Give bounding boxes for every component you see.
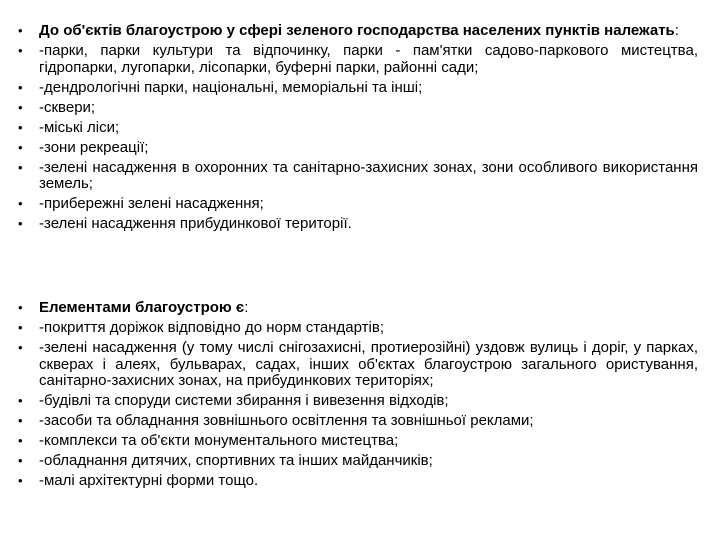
bullet-icon: • bbox=[18, 99, 23, 115]
list-item-text: -зони рекреації; bbox=[39, 138, 149, 156]
list-item-text: -прибережні зелені насадження; bbox=[39, 195, 264, 212]
list-item bbox=[18, 80, 698, 97]
list-item bbox=[18, 216, 698, 233]
bullet-icon: • bbox=[18, 43, 23, 58]
bullet-icon: • bbox=[18, 433, 23, 448]
list-item bbox=[18, 340, 698, 390]
list-item-text: -парки, парки культури та відпочинку, парки - пам'ятки садово-паркового мистецтва, гідропарки, лугопарки, лісопарки, буферні парки, районні сади; bbox=[39, 42, 698, 76]
bullet-icon: • bbox=[18, 300, 23, 315]
list-item-text: -зелені насадження (у тому числі снігозахисні, протиерозійні) уздовж вулиць і доріг, у парках, скверах і алеях, бульварах, садах, інших об'єктах благоустрою загального ористування, санітарно-захисних зонах, на прибудинкових територіях; bbox=[39, 339, 698, 389]
list-item bbox=[18, 43, 698, 76]
bullet-icon: • bbox=[18, 216, 23, 231]
list-item bbox=[18, 196, 698, 213]
green-economy-objects-list bbox=[18, 23, 698, 236]
list-item-text: -комплекси та об'єкти монументального мистецтва; bbox=[39, 432, 399, 449]
list-item-text: -зелені насадження в охоронних та санітарно-захисних зонах, зони особливого використання земель; bbox=[39, 158, 698, 192]
heading-colon: : bbox=[244, 299, 249, 316]
bullet-icon: • bbox=[18, 139, 23, 155]
list-item-text: -покриття доріжок відповідно до норм стандартів; bbox=[39, 319, 384, 336]
bullet-icon: • bbox=[18, 159, 23, 175]
heading-colon: : bbox=[674, 22, 679, 39]
list-item bbox=[18, 473, 698, 490]
list-heading bbox=[18, 23, 698, 40]
list-item-text: -сквери; bbox=[39, 98, 96, 116]
bullet-icon: • bbox=[18, 473, 23, 488]
list-item-text: -обладнання дитячих, спортивних та інших майданчиків; bbox=[39, 452, 433, 469]
bullet-icon: • bbox=[18, 23, 23, 38]
heading-text: Елементами благоустрою є bbox=[39, 299, 245, 316]
list-item bbox=[18, 433, 698, 450]
list-item-text: -дендрологічні парки, національні, меморіальні та інші; bbox=[39, 78, 423, 96]
list-item-text: -зелені насадження прибудинкової території. bbox=[39, 215, 352, 232]
list-item bbox=[18, 320, 698, 337]
bullet-icon: • bbox=[18, 393, 23, 408]
improvement-elements-list bbox=[18, 300, 698, 493]
bullet-icon: • bbox=[18, 79, 23, 95]
list-item bbox=[18, 140, 698, 157]
list-item bbox=[18, 393, 698, 410]
list-item bbox=[18, 160, 698, 193]
list-item-text: -міські ліси; bbox=[39, 118, 120, 136]
list-item bbox=[18, 120, 698, 137]
list-item-text: -будівлі та споруди системи збирання і вивезення відходів; bbox=[39, 392, 449, 409]
list-heading bbox=[18, 300, 698, 317]
bullet-icon: • bbox=[18, 196, 23, 211]
bullet-icon: • bbox=[18, 119, 23, 135]
heading-text: До об'єктів благоустрою у сфері зеленого господарства населених пунктів належать bbox=[39, 22, 675, 39]
bullet-icon: • bbox=[18, 340, 23, 355]
list-item-text: -малі архітектурні форми тощо. bbox=[39, 472, 259, 489]
list-item bbox=[18, 453, 698, 470]
list-item-text: -засоби та обладнання зовнішнього освітлення та зовнішньої реклами; bbox=[39, 412, 534, 429]
list-item bbox=[18, 100, 698, 117]
bullet-icon: • bbox=[18, 453, 23, 468]
list-item bbox=[18, 413, 698, 430]
bullet-icon: • bbox=[18, 320, 23, 335]
bullet-icon: • bbox=[18, 413, 23, 428]
